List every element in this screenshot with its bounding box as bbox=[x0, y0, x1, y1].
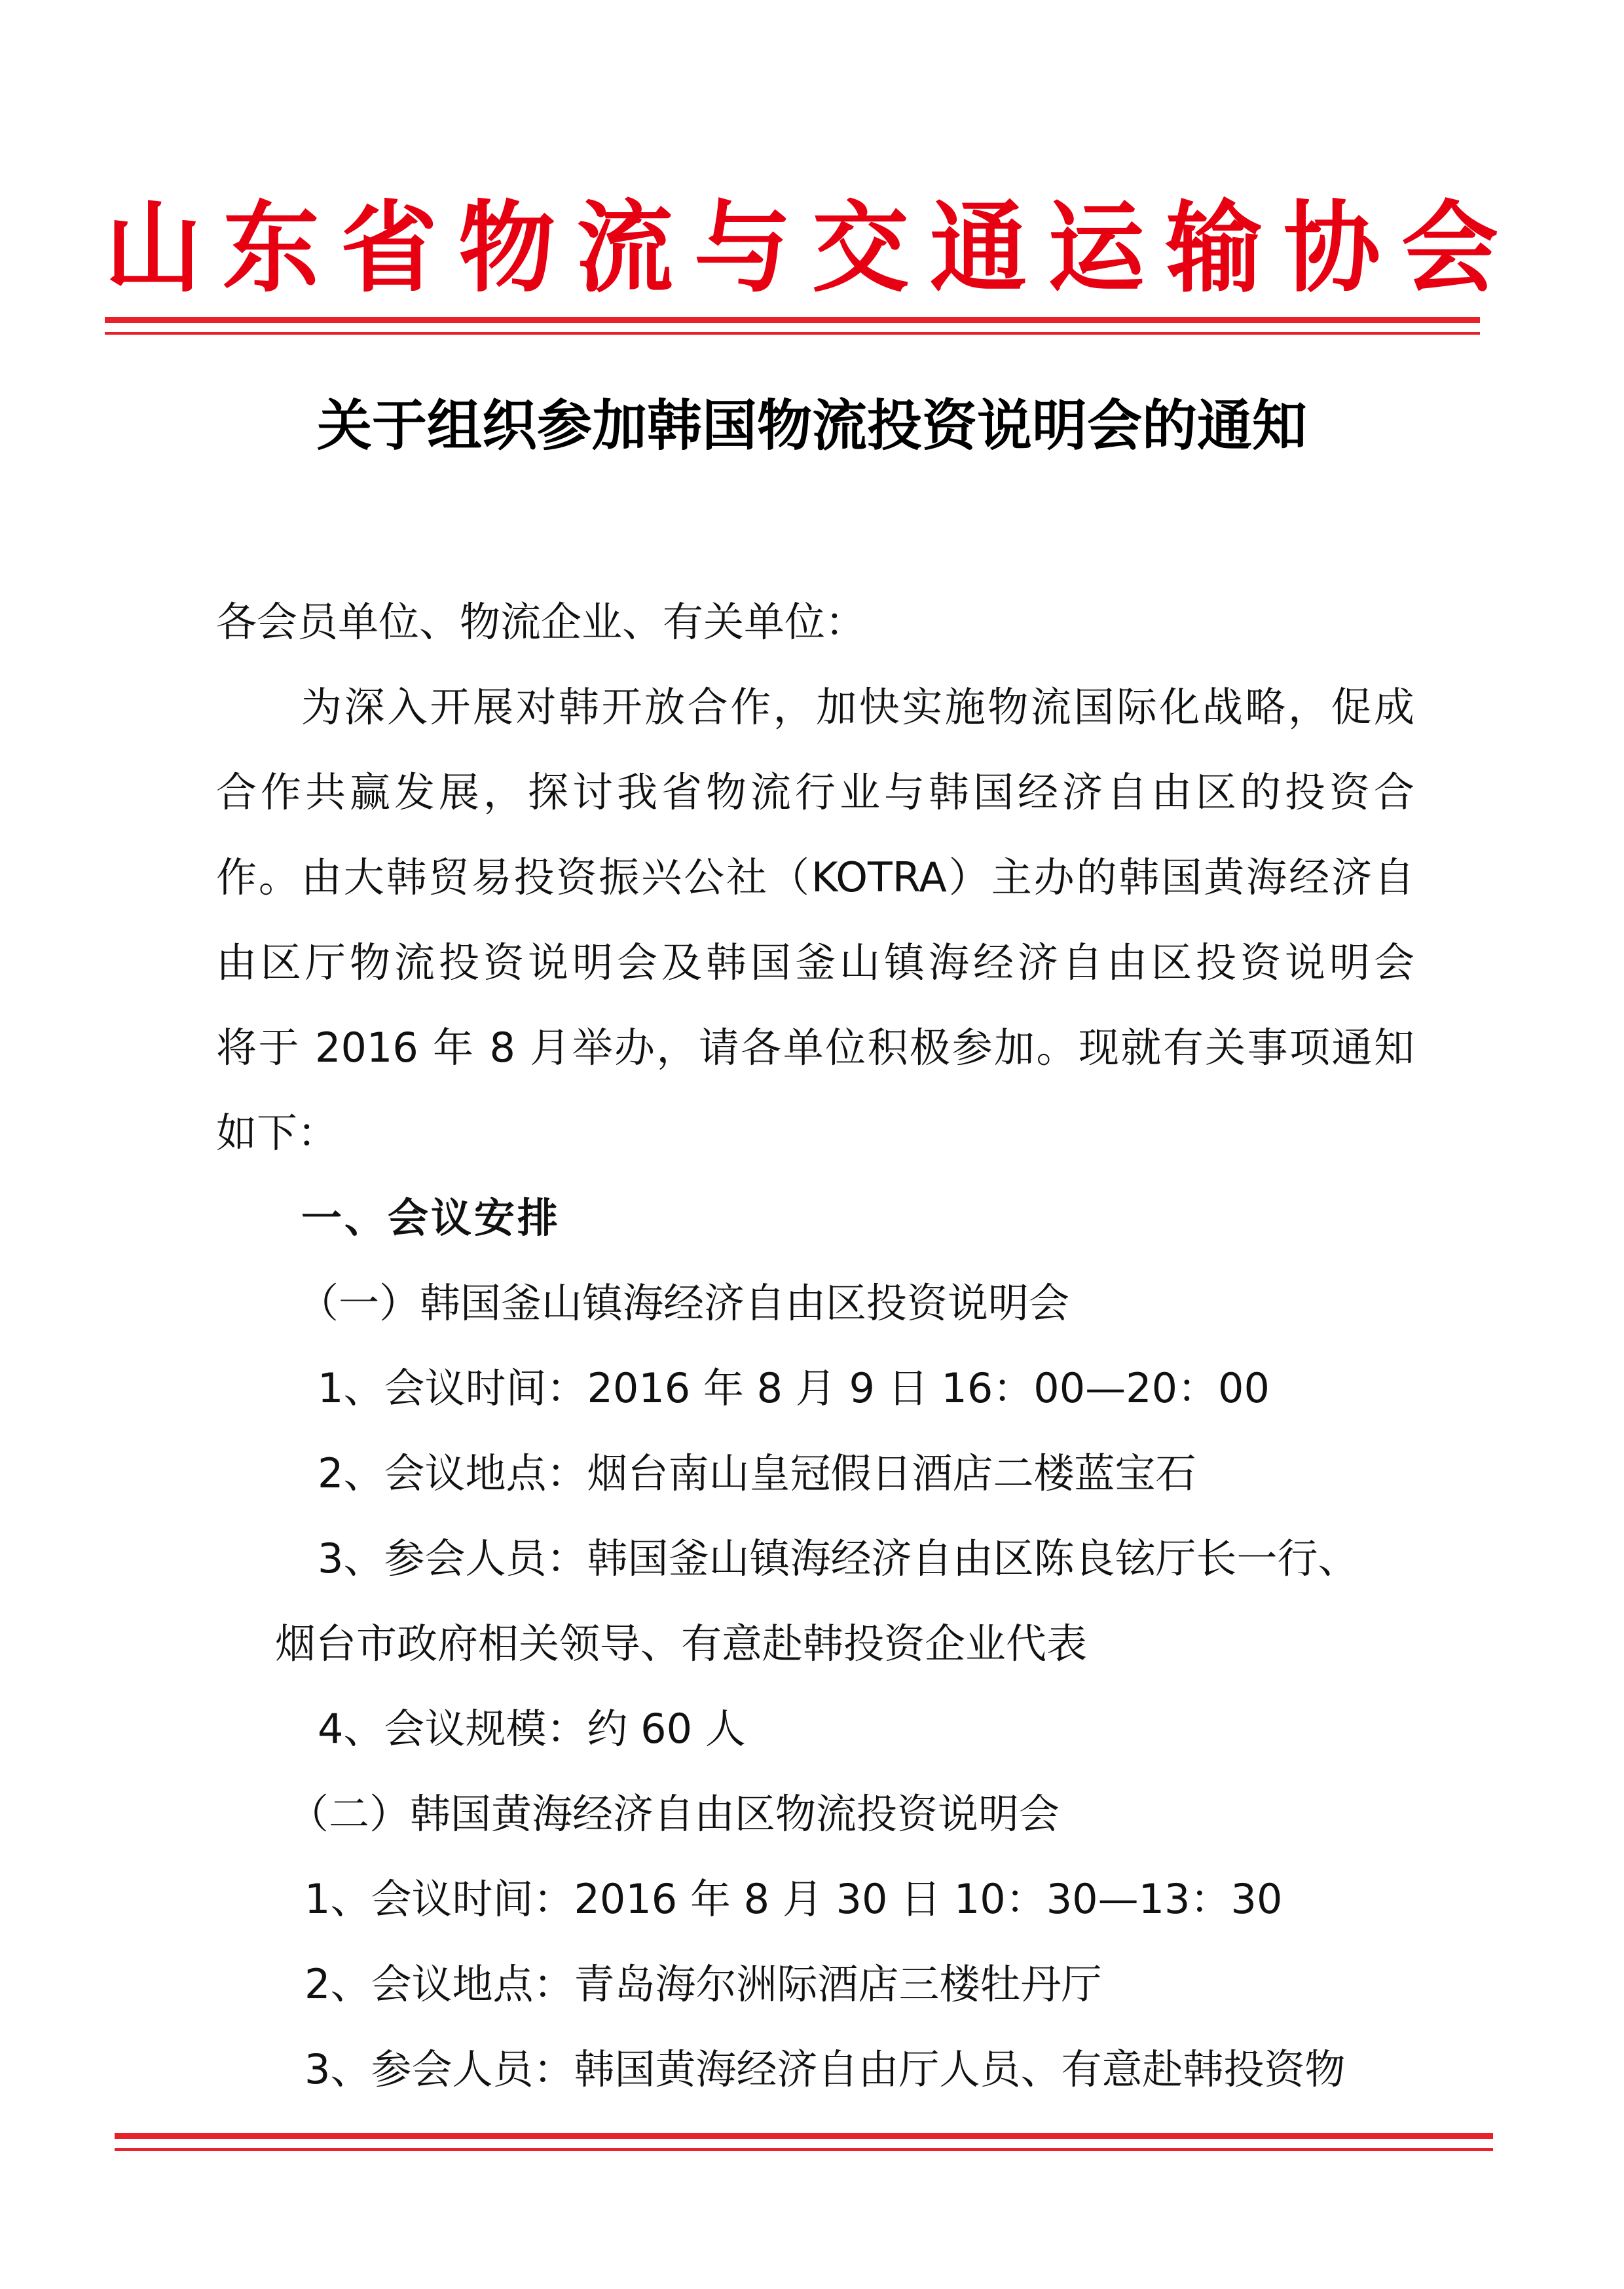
meeting1-scale: 4、会议规模：约 60 人 bbox=[318, 1705, 746, 1753]
intro-line-3: 作。由大韩贸易投资振兴公社（KOTRA）主办的韩国黄海经济自 bbox=[216, 853, 1414, 901]
footer-rule-thick bbox=[115, 2133, 1493, 2139]
salutation: 各会员单位、物流企业、有关单位： bbox=[216, 598, 866, 646]
intro-line-1: 为深入开展对韩开放合作，加快实施物流国际化战略，促成 bbox=[301, 683, 1414, 731]
intro-line-4: 由区厅物流投资说明会及韩国釜山镇海经济自由区投资说明会 bbox=[216, 939, 1414, 986]
letterhead-rule-thick bbox=[105, 317, 1480, 323]
section-heading-meeting-arrangements: 一、会议安排 bbox=[301, 1194, 561, 1242]
intro-line-2: 合作共赢发展，探讨我省物流行业与韩国经济自由区的投资合 bbox=[216, 768, 1414, 816]
meeting1-attendees-line2: 烟台市政府相关领导、有意赴韩投资企业代表 bbox=[275, 1620, 1088, 1667]
meeting2-attendees-line1: 3、参会人员：韩国黄海经济自由厅人员、有意赴韩投资物 bbox=[304, 2045, 1346, 2093]
meeting1-title: （一）韩国釜山镇海经济自由区投资说明会 bbox=[298, 1279, 1070, 1327]
letterhead-organization-name: 山东省物流与交通运输协会 bbox=[105, 191, 1519, 306]
intro-line-6: 如下： bbox=[216, 1109, 339, 1157]
intro-line-5: 将于 2016 年 8 月举办，请各单位积极参加。现就有关事项通知 bbox=[216, 1024, 1414, 1071]
meeting2-time: 1、会议时间：2016 年 8 月 30 日 10：30—13：30 bbox=[304, 1875, 1283, 1923]
footer-rule-thin bbox=[115, 2148, 1493, 2151]
notice-title: 关于组织参加韩国物流投资说明会的通知 bbox=[316, 393, 1307, 458]
meeting1-location: 2、会议地点：烟台南山皇冠假日酒店二楼蓝宝石 bbox=[318, 1449, 1196, 1497]
meeting1-time: 1、会议时间：2016 年 8 月 9 日 16：00—20：00 bbox=[318, 1364, 1270, 1412]
meeting1-attendees-line1: 3、参会人员：韩国釜山镇海经济自由区陈良铉厅长一行、 bbox=[318, 1535, 1359, 1582]
letterhead-rule-thin bbox=[105, 332, 1480, 335]
meeting2-location: 2、会议地点：青岛海尔洲际酒店三楼牡丹厅 bbox=[304, 1960, 1102, 2008]
meeting2-title: （二）韩国黄海经济自由区物流投资说明会 bbox=[288, 1790, 1060, 1838]
